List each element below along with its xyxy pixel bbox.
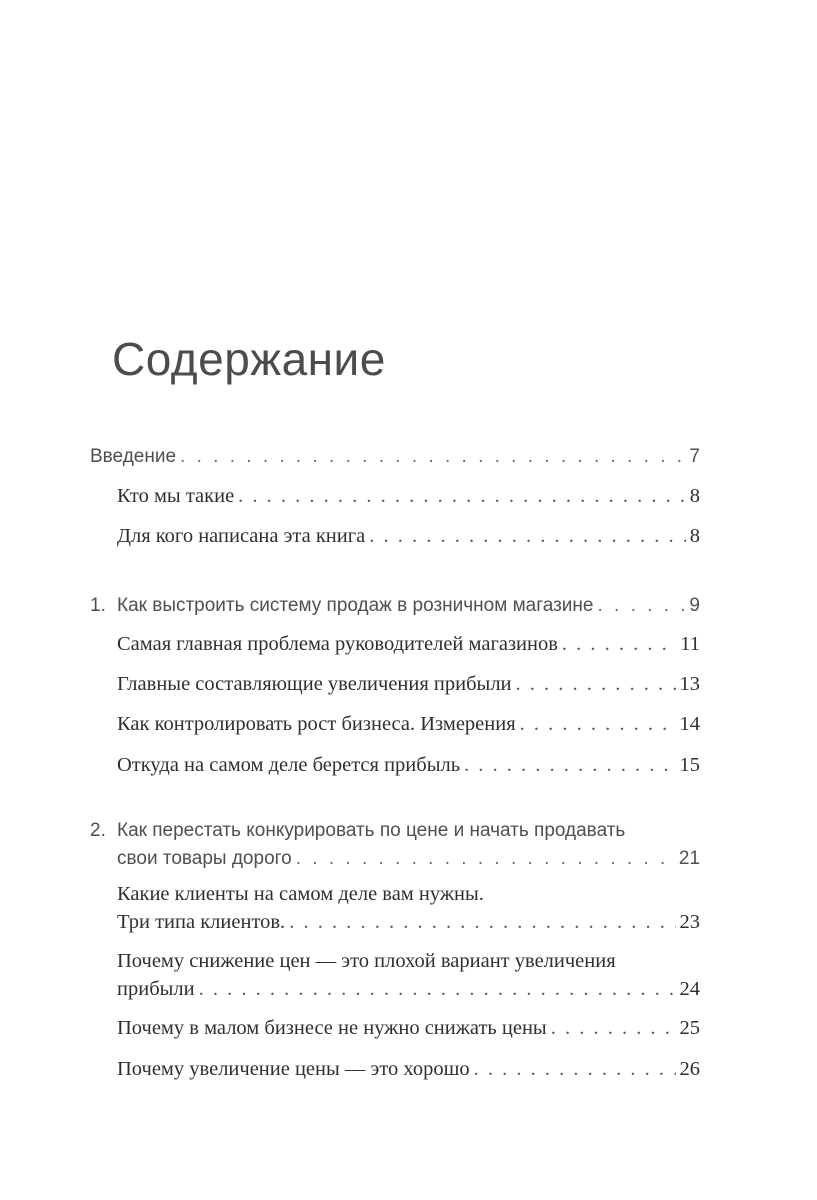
page-title: Содержание	[112, 333, 386, 385]
toc-entry	[90, 630, 700, 658]
toc-entry	[90, 443, 700, 471]
toc-entry	[90, 817, 700, 873]
toc-entry-page: 14	[679, 713, 700, 735]
toc-entry-line: Как перестать конкурировать по цене и начать продавать	[117, 820, 626, 841]
toc-entry	[90, 522, 700, 550]
toc-entry	[90, 670, 700, 698]
toc-entry	[90, 880, 700, 936]
toc-entry-page: 7	[689, 446, 700, 467]
dot-leader	[551, 1014, 676, 1042]
toc-entry-line: Как выстроить систему продаж в розничном магазине	[117, 595, 594, 616]
toc-entry-page: 13	[679, 673, 700, 695]
dot-leader	[180, 443, 685, 471]
dot-leader	[516, 670, 676, 698]
toc-entry-line: прибыли	[117, 978, 195, 1000]
toc-entry-line: свои товары дорого	[117, 848, 292, 869]
toc-entry	[90, 482, 700, 510]
dot-leader	[369, 522, 686, 550]
toc-entry-line: Почему в малом бизнесе не нужно снижать цены	[117, 1017, 547, 1039]
toc-entry-line: Почему увеличение цены — это хорошо	[117, 1058, 470, 1080]
toc-entry-line: Как контролировать рост бизнеса. Измерения	[117, 713, 516, 735]
toc-entry	[90, 710, 700, 738]
toc-entry-line: Почему снижение цен — это плохой вариант увеличения	[117, 950, 616, 972]
toc-entry-page: 25	[679, 1017, 700, 1039]
toc-entry	[90, 1055, 700, 1083]
toc-entry-page: 8	[689, 525, 700, 547]
toc-entry-line: Откуда на самом деле берется прибыль	[117, 754, 461, 776]
toc-entry-page: 15	[679, 754, 700, 776]
toc-entry-line: Три типа клиентов.	[117, 911, 286, 933]
toc-entry	[90, 751, 700, 779]
toc-entry-line: Какие клиенты на самом деле вам нужны.	[117, 883, 484, 905]
toc-entry-number: 1.	[90, 595, 106, 616]
toc-entry-line: Главные составляющие увеличения прибыли	[117, 673, 512, 695]
dot-leader	[199, 975, 676, 1003]
toc-entry-page: 24	[679, 978, 700, 1000]
toc-entry-page: 8	[689, 485, 700, 507]
toc-entry-page: 26	[679, 1058, 700, 1080]
toc-entry-line: Введение	[90, 446, 177, 467]
toc-entry-line: Кто мы такие	[117, 485, 235, 507]
toc-entry-line: Для кого написана эта книга	[117, 525, 366, 547]
dot-leader	[289, 908, 675, 936]
dot-leader	[474, 1055, 676, 1083]
dot-leader	[238, 482, 686, 510]
dot-leader	[296, 845, 675, 873]
dot-leader	[520, 710, 676, 738]
toc-entry-page: 21	[678, 848, 700, 869]
toc-entry-line: Самая главная проблема руководителей магазинов	[117, 633, 558, 655]
toc-list	[90, 443, 700, 1083]
toc-entry	[90, 947, 700, 1003]
toc-entry-number: 2.	[90, 820, 106, 841]
toc-entry-page: 11	[680, 633, 700, 655]
toc-entry-page: 9	[689, 595, 700, 616]
toc-entry	[90, 592, 700, 620]
toc-entry-page: 23	[679, 911, 700, 933]
toc-entry	[90, 1014, 700, 1042]
dot-leader	[597, 592, 685, 620]
dot-leader	[562, 630, 676, 658]
dot-leader	[464, 751, 675, 779]
